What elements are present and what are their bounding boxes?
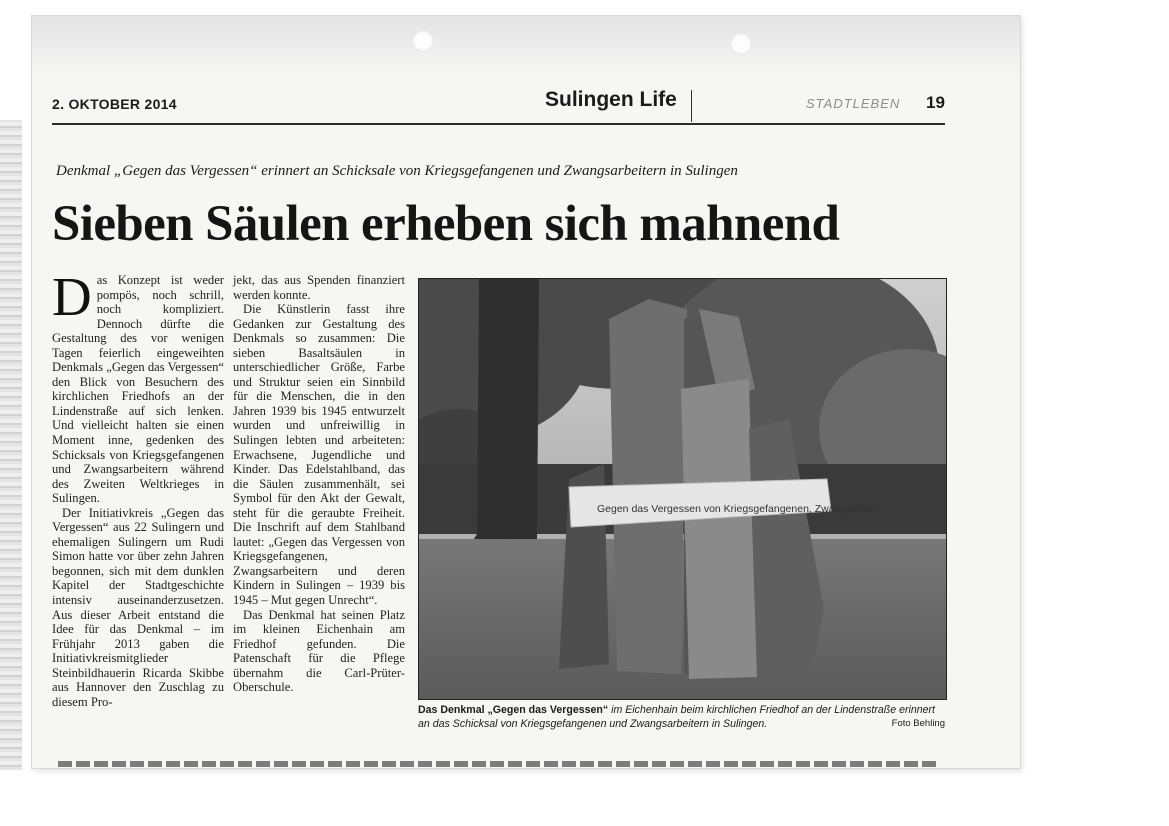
caption-text: im Eichenhain beim kirchlichen Friedhof an der Lindenstraße erinnert an das Schicksal von Kriegsgefangenen und Zwangsarbeitern in Sulingen. — [418, 704, 935, 730]
band-inscription: Gegen das Vergessen von Kriegsgefangenen, Zwangsarbei — [597, 503, 875, 515]
memorial-photo — [418, 278, 947, 700]
paragraph: jekt, das aus Spenden finanziert werden konnte. — [233, 273, 405, 302]
paragraph — [52, 266, 224, 506]
punch-hole — [730, 33, 752, 55]
paragraph-text: as Konzept ist weder pompös, noch schrill, noch kompliziert. Dennoch dürfte die Gestaltung des vor wenigen Tagen feierlich eingeweihten Denkmals „Gegen das Vergessen“ den Blick von Besuchern des kirchlichen Friedhofs an der Lindenstraße auf sich lenken. Und vielleicht halten sie einen Moment inne, gedenken des Schicksals von Kriegsgefangenen und Zwangsarbeitern während des Zweiten Weltkrieges in Sulingen. — [52, 273, 224, 506]
section-name: STADTLEBEN — [806, 96, 901, 111]
scan-bottom-artifact — [58, 761, 938, 767]
drop-cap: D — [52, 266, 92, 327]
photo-caption — [418, 703, 945, 731]
memorial-photo-illustration — [419, 279, 946, 699]
punch-hole — [412, 30, 434, 52]
scan-edge-artifact — [0, 120, 22, 770]
paragraph: Das Denkmal hat seinen Platz im kleinen Eichenhain am Friedhof gefunden. Die Patenschaft für die Pflege übernahm die Carl-Prüter-Oberschule. — [233, 607, 405, 695]
photo-credit: Foto Behling — [891, 718, 945, 729]
article-column-2 — [233, 273, 405, 695]
header-separator — [691, 90, 692, 122]
article-kicker: Denkmal „Gegen das Vergessen“ erinnert an Schicksale von Kriegsgefangenen und Zwangsarbeitern in Sulingen — [56, 163, 738, 179]
paragraph: Die Künstlerin fasst ihre Gedanken zur Gestaltung des Denkmals so zusammen: Die sieben Basaltsäulen in unterschiedlicher Größe, Farbe und Struktur seien ein Sinnbild für die Menschen, die in den Jahren 1939 bis 1945 entwurzelt wurden und unfreiwillig in Sulingen lebten und arbeiteten: Erwachsene, Jugendliche und Kinder. Das Edelstahlband, das die Säulen zusammenhält, sei Symbol für den Akt der Gewalt, steht für die geraubte Freiheit. Die Inschrift auf dem Stahlband lautet: „Gegen das Vergessen von Kriegsgefangenen, Zwangsarbeitern und deren Kindern in Sulingen – 1939 bis 1945 – Mut gegen Unrecht“. — [233, 302, 405, 608]
header-rule — [52, 123, 945, 125]
caption-lead: Das Denkmal „Gegen das Vergessen“ — [418, 704, 609, 716]
scan-top-shading — [32, 16, 1020, 78]
page-number: 19 — [926, 93, 945, 112]
issue-date: 2. OKTOBER 2014 — [52, 96, 177, 112]
paper-title: Sulingen Life — [545, 88, 677, 111]
article-column-1 — [52, 266, 224, 709]
article-headline: Sieben Säulen erheben sich mahnend — [52, 196, 840, 252]
paragraph: Der Initiativkreis „Gegen das Vergessen“ aus 22 Sulingern und ehemaligen Sulingern um Rudi Simon hatte vor über zehn Jahren begonnen, sich mit dem dunklen Kapitel der Stadtgeschichte intensiv auseinanderzusetzen. Aus dieser Arbeit entstand die Idee für das Denkmal – im Frühjahr 2013 gaben die Initiativkreismitglieder Steinbildhauerin Ricarda Skibbe aus Hannover den Zuschlag zu diesem Pro- — [52, 505, 224, 709]
